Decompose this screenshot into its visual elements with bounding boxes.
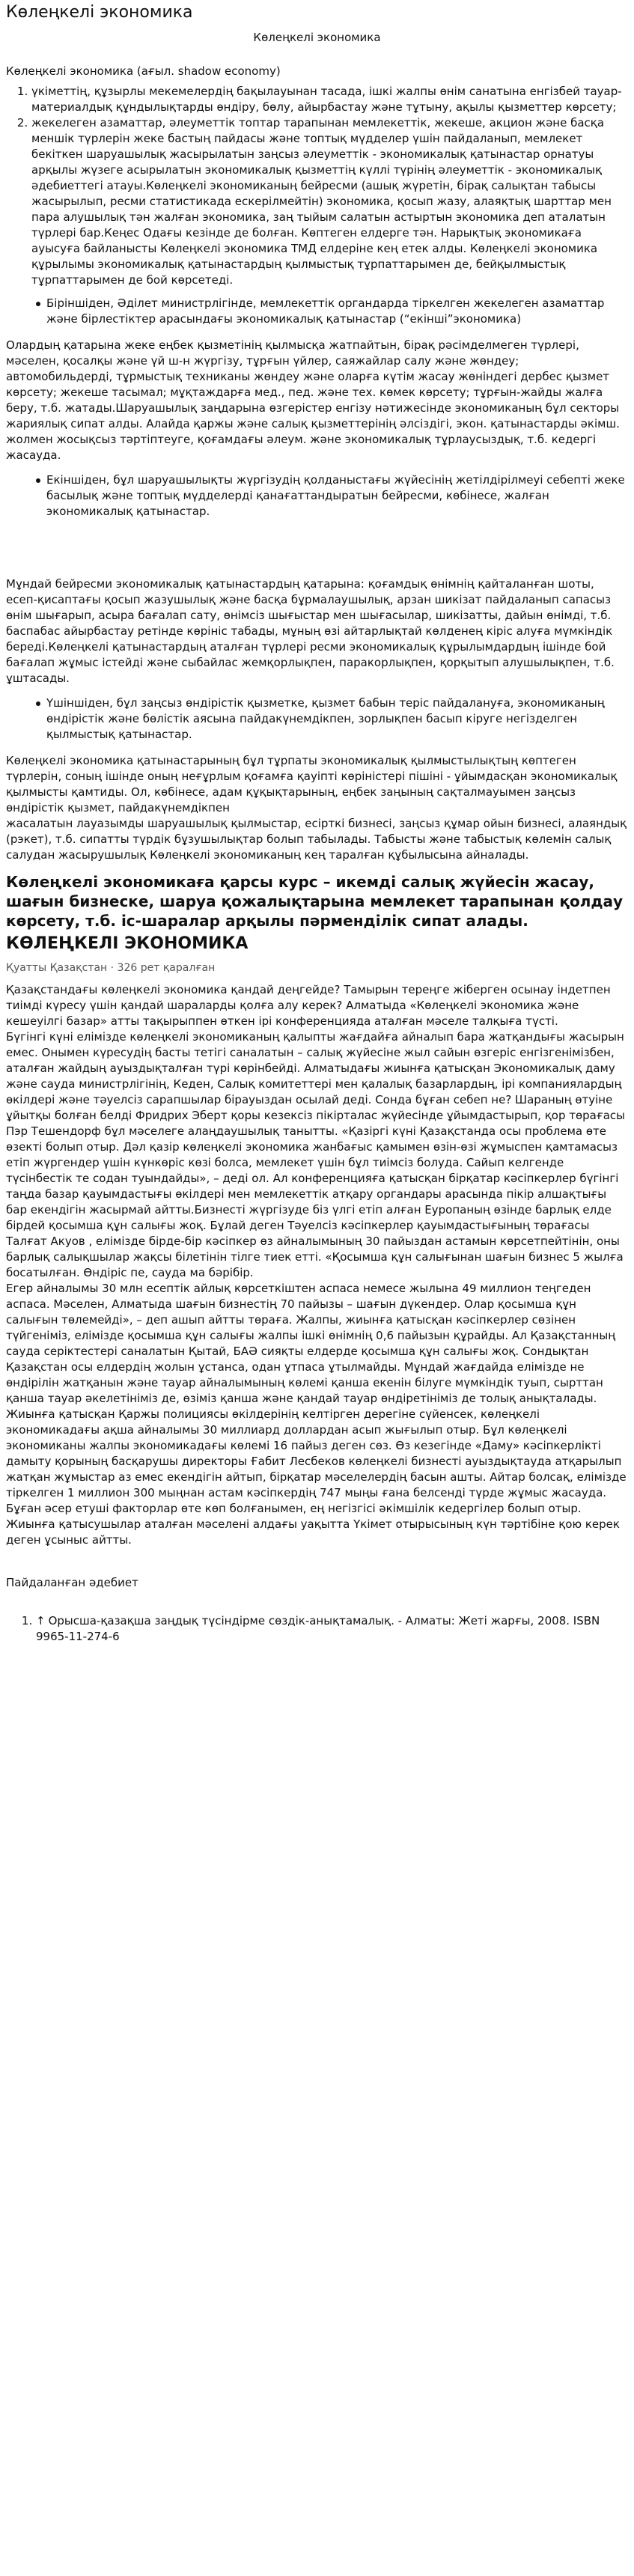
- back-arrow-icon[interactable]: ↑: [36, 1614, 46, 1627]
- references-list: [6, 1613, 628, 1645]
- paragraph: Бүгінгі күні елімізде көлеңкелі экономиканың қалыпты жағдайға айналып бара жатқандығы жасырын емес. Онымен күресудің басты тетігі саналатын – салық жүйесіне жыл сайын өзгеріс енгізгенімізбен, аталған жайдың ауыздықталған түрі көрінбейді. Алматыдағы жиынға қатысқан Экономикалық даму және сауда министрлігінің, Кеден, Салық комитеттері мен қалалық базарлардың, ірі компаниялардың өкілдері және тәуелсіз сарапшылар бірауыздан осылай деді. Сонда бұған себеп не? Шараның өтуіне ұйытқы болған белді Фридрих Эберт қоры кезексіз пікірталас жүйесінде ұйымдастырып, қор төрағасы Пэр Тешендорф бұл мәселеге алаңдаушылық танытты. «Қазіргі күні Қазақстанда осы проблема өте өзекті болып отыр. Дәл қазір көлеңкелі экономика жанбағыс қамымен өзін-өзі жұмыспен қамтамасыз етіп жүргендер үшін күнкөріс көзі болса, мемлекет үшін бұл тиімсіз болуда. Сайып келгенде түсінбестік те содан туындайды», – деді ол. Ал конференцияға қатысқан бірқатар кәсіпкерлер бүгінгі таңда базар қауымдастығы өкілдері мен мемлекеттік атқару органдары арасында пікір алшақтығы бар екендігін жасырмай айтты.Бизнесті жүргізуде біз үлгі етіп алған Еуропаның өзінде барлық елде бірдей қосымша құн салығы жоқ. Бұлай деген Тәуелсіз кәсіпкерлер қауымдастығының төрағасы Талғат Акуов , елімізде бірде-бір кәсіпкер өз айналымының 30 пайыздан астамын көрсетпейтінін, оны барлық салықшылар жақсы білетінін тілге тиек етті. «Қосымша құн салығынан шағын бизнес 5 жылға босатылған. Өндіріс пе, сауда ма бәрібір.: [6, 1030, 625, 1279]
- spacer: [6, 530, 628, 576]
- list-item: 2. жекелеген азаматтар, әлеуметтік топтар тарапынан мемлекеттік, жекеше, акцион және басқа меншік түрлерін жеке бастың пайдасы және топтық мүдделер үшін пайдаланып, мемлекет бекіткен шаруашылық жасырылатын заңсыз әлеуметтік - экономикалық қатынастар орнатуы арқылы жүзеге асырылатын экономикалық қызметтің күллі түрінің әлеуметтік - экономикалық әдебиеттегі атауы.Көлеңкелі экономиканың бейресми (ашық жүретін, бірақ салықтан табысы жасырылып, ресми статистикада ескерілмейтін) экономика, қосып жазу, алаяқтық шарттар мен пара алушылық тән жалған экономика, заң тыйым салатын астыртын экономика деп аталатын түрлері бар.Кеңес Одағы кезінде де болған. Көптеген елдерге тән. Нарықтық экономикаға ауысуға байланысты Көлеңкелі экономика ТМД елдеріне кең етек алды. Көлеңкелі экономика құрылымы экономикалық қатынастардың қылмыстық тұрпаттарымен де, бейқылмыстық тұрпаттарымен де бой көрсетеді.: [31, 115, 628, 288]
- paragraph: Көлеңкелі экономика қатынастарының бұл тұрпаты экономикалық қылмыстылықтың көптеген түрлерін, соның ішінде оның неғұрлым қоғамға қауіпті көріністері пішіні - ұйымдасқан экономикалық қылмысты қамтиды. Ол, көбінесе, адам құқықтарының, еңбек заңының сақталмауымен заңсыз өндірістік қызмет, пайдакүнемдікпен жасалатын лауазымды шаруашылық қылмыстар, есірткі бизнесі, заңсыз құмар ойын бизнесі, алаяндық (рэкет), т.б. сипатты түрдік бұзушылықтар болып табылады. Табысты және табыстық көлемін салық салудан жасырушылық Көлеңкелі экономиканың кең таралған құбылысына айналады.: [6, 754, 627, 862]
- bullet-list: [6, 472, 628, 520]
- bullet-list: [6, 695, 628, 743]
- reference-text: Орысша-қазақша заңдық түсіндірме сөздік-анықтамалық. - Алматы: Жеті жарғы, 2008. ISBN 9965-11-274-6: [36, 1614, 600, 1643]
- list-item: Екіншіден, бұл шаруашылықты жүргізудің қолданыстағы жүйесінің жетілдірілмеуі себепті жеке басылық және топтық мүдделерді қанағаттандыратын бейресми, көбінесе, жалған экономикалық қатынастар.: [46, 472, 628, 520]
- list-item: Біріншіден, Әділет министрлігінде, мемлекеттік органдарда тіркелген жекелеген азаматтар және бірлестіктер арасындағы экономикалық қатынастар (“екінші”экономика): [46, 296, 628, 327]
- list-item: 1. үкіметтің, құзырлы мекемелердің бақылауынан тасада, ішкі жалпы өнім санатына енгізбей тауар-материалдық құндылықтарды өндіру, бөлу, айырбастау және тұтыну, ақылы қызметтер көрсету;: [31, 84, 628, 115]
- article-meta: [6, 960, 628, 976]
- page-title: Көлеңкелі экономика: [6, 3, 193, 22]
- paragraph: Жиынға қатысқан Қаржы полициясы өкілдерінің келтірген дерегіне сүйенсек, көлеңкелі экономикадағы ақша айналымы 30 миллиард доллардан асып жығылып отыр. Бұл көлеңкелі экономиканы жалпы экономикадағы көлемі 16 пайыз деген сөз. Өз кезегінде «Даму» кәсіпкерлікті дамыту қорының басқарушы директоры Ғабит Лесбеков көлеңкелі бизнесті ауыздықтауда атқарылып жатқан жұмыстар аз емес екендігін айтып, бірқатар мәселелердің басын ашты. Айтар болсақ, елімізде тіркелген 1 миллион 300 мыңнан астам кәсіпкердің 747 мыңы ғана белсенді түрде жұмыс жасауда. Бұған әсер етуші факторлар өте көп болғанымен, ең негізгісі әкімшілік кедергілер болып отыр. Жиынға қатысушылар аталған мәселені алдағы уақытта Үкімет отырысының күн тәртібіне қою керек деген ұсыныс айтты.: [6, 1407, 627, 1547]
- article-meta-text: Қуатты Қазақстан · 326 рет қаралған: [6, 962, 216, 974]
- definition-list: [6, 84, 628, 288]
- paragraph: Олардың қатарына жеке еңбек қызметінің қылмысқа жатпайтын, бірақ рәсімделмеген түрлері, мәселен, қосалқы және үй ш-н жүргізу, тұрғын үйлер, саяжайлар салу және жөндеу; автомобильдерді, тұрмыстық техниканы жөндеу және оларға күтім жасау жөніндегі дербес қызмет көрсету; жекеше тасымал; мұқтаждарға мед., пед. және тех. көмек көрсету; тұрғын-жайды жалға беру, т.б. жатады.Шаруашылық заңдарына өзгерістер енгізу нәтижесінде экономиканың бұл секторы жариялық сипат алды. Алайда қаржы және салық қызметтерінің әлсіздігі, экон. қатынастарды әкімш. жолмен жосықсыз тәртіптеуге, қоғамдағы әлеум. және экономикалық тұрлаусыздық, т.б. кедергі жасауда.: [6, 338, 620, 462]
- article-body: [6, 982, 628, 1548]
- paragraph: Егер айналымы 30 млн есептік айлық көрсеткіштен аспаса немесе жылына 49 миллион теңгеден аспаса. Мәселен, Алматыда шағын бизнестің 70 пайызы – шағын дүкендер. Олар қосымша құн салығын төлемейді», – деп ашып айтты төраға. Жалпы, жиынға қатысқан кәсіпкерлер сөзінен түйгеніміз, елімізде қосымша құн салығы жалпы ішкі өнімнің 0,6 пайызын құрайды. Ал Қазақстанның сауда серіктестері саналатын Қытай, БАӘ сияқты елдерде қосымша құн салығы жоқ. Сондықтан Қазақстан осы елдердің жолын ұстанса, одан ұтпаса ұтылмайды. Мұндай жағдайда елімізде не өндірілін жатқанын және тауар айналымының көлемі қанша екенін білуге мүмкіндік туып, сырттан қанша тауар әкелетініміз де, өзіміз қанша және қандай тауар өндіретініміз де толық анықталады.: [6, 1282, 616, 1405]
- section-title: КӨЛЕҢКЕЛІ ЭКОНОМИКА: [6, 934, 249, 953]
- article-center-title: Көлеңкелі экономика: [253, 31, 381, 44]
- list-item: Үшіншіден, бұл заңсыз өндірістік қызметке, қызмет бабын теріс пайдалануға, экономиканың өндірістік және бөлістік аясына пайдакүнемдікпен, зорлықпен басып кіруге негізделген қылмыстық қатынастар.: [46, 695, 628, 743]
- definition-lead: Көлеңкелі экономика (ағыл. shadow economy): [6, 64, 281, 78]
- paragraph: Мұндай бейресми экономикалық қатынастардың қатарына: қоғамдық өнімнің қайталанған шоты, есеп-қисаптағы қосып жазушылық және басқа бұрмалаушылық, арзан шикізат пайдаланып сапасыз өнім шығарып, асыра бағалап сату, өнімсіз шығыстар мен шығасылар, шикізатты, дайын өнімді, т.б. баспабас айырбастау ретінде көрініс табады, мұның өзі айтарлықтай көлденең кіріс алуға мүмкіндік береді.Көлеңкелі қатынастардың аталған түрлері ресми экономикалық құрылымдардың ішінде бой бағалап жұмыс істейді және сыбайлас жемқорлықпен, паракорлықпен, қорқытып алушылықпен, т.б. ұштасады.: [6, 577, 615, 685]
- article-headline: Көлеңкелі экономикаға қарсы курс – икемді салық жүйесін жасау, шағын бизнеске, шаруа қожалықтарына мемлекет тарапынан қолдау көрсету, т.б. іс-шаралар арқылы пәрменділік сипат алады.: [6, 873, 624, 930]
- references-title: Пайдаланған әдебиет: [6, 1576, 138, 1589]
- bullet-list: [6, 296, 628, 327]
- reference-item: [36, 1613, 628, 1645]
- paragraph: Қазақстандағы көлеңкелі экономика қандай деңгейде? Тамырын тереңге жіберген осынау індетпен тиімді күресу үшін қандай шараларды қолға алу керек? Алматыда «Көлеңкелі экономика және кешеуілгі базар» атты тақырыппен өткен ірі конференцияда аталған мәселе талқыға түсті.: [6, 983, 611, 1028]
